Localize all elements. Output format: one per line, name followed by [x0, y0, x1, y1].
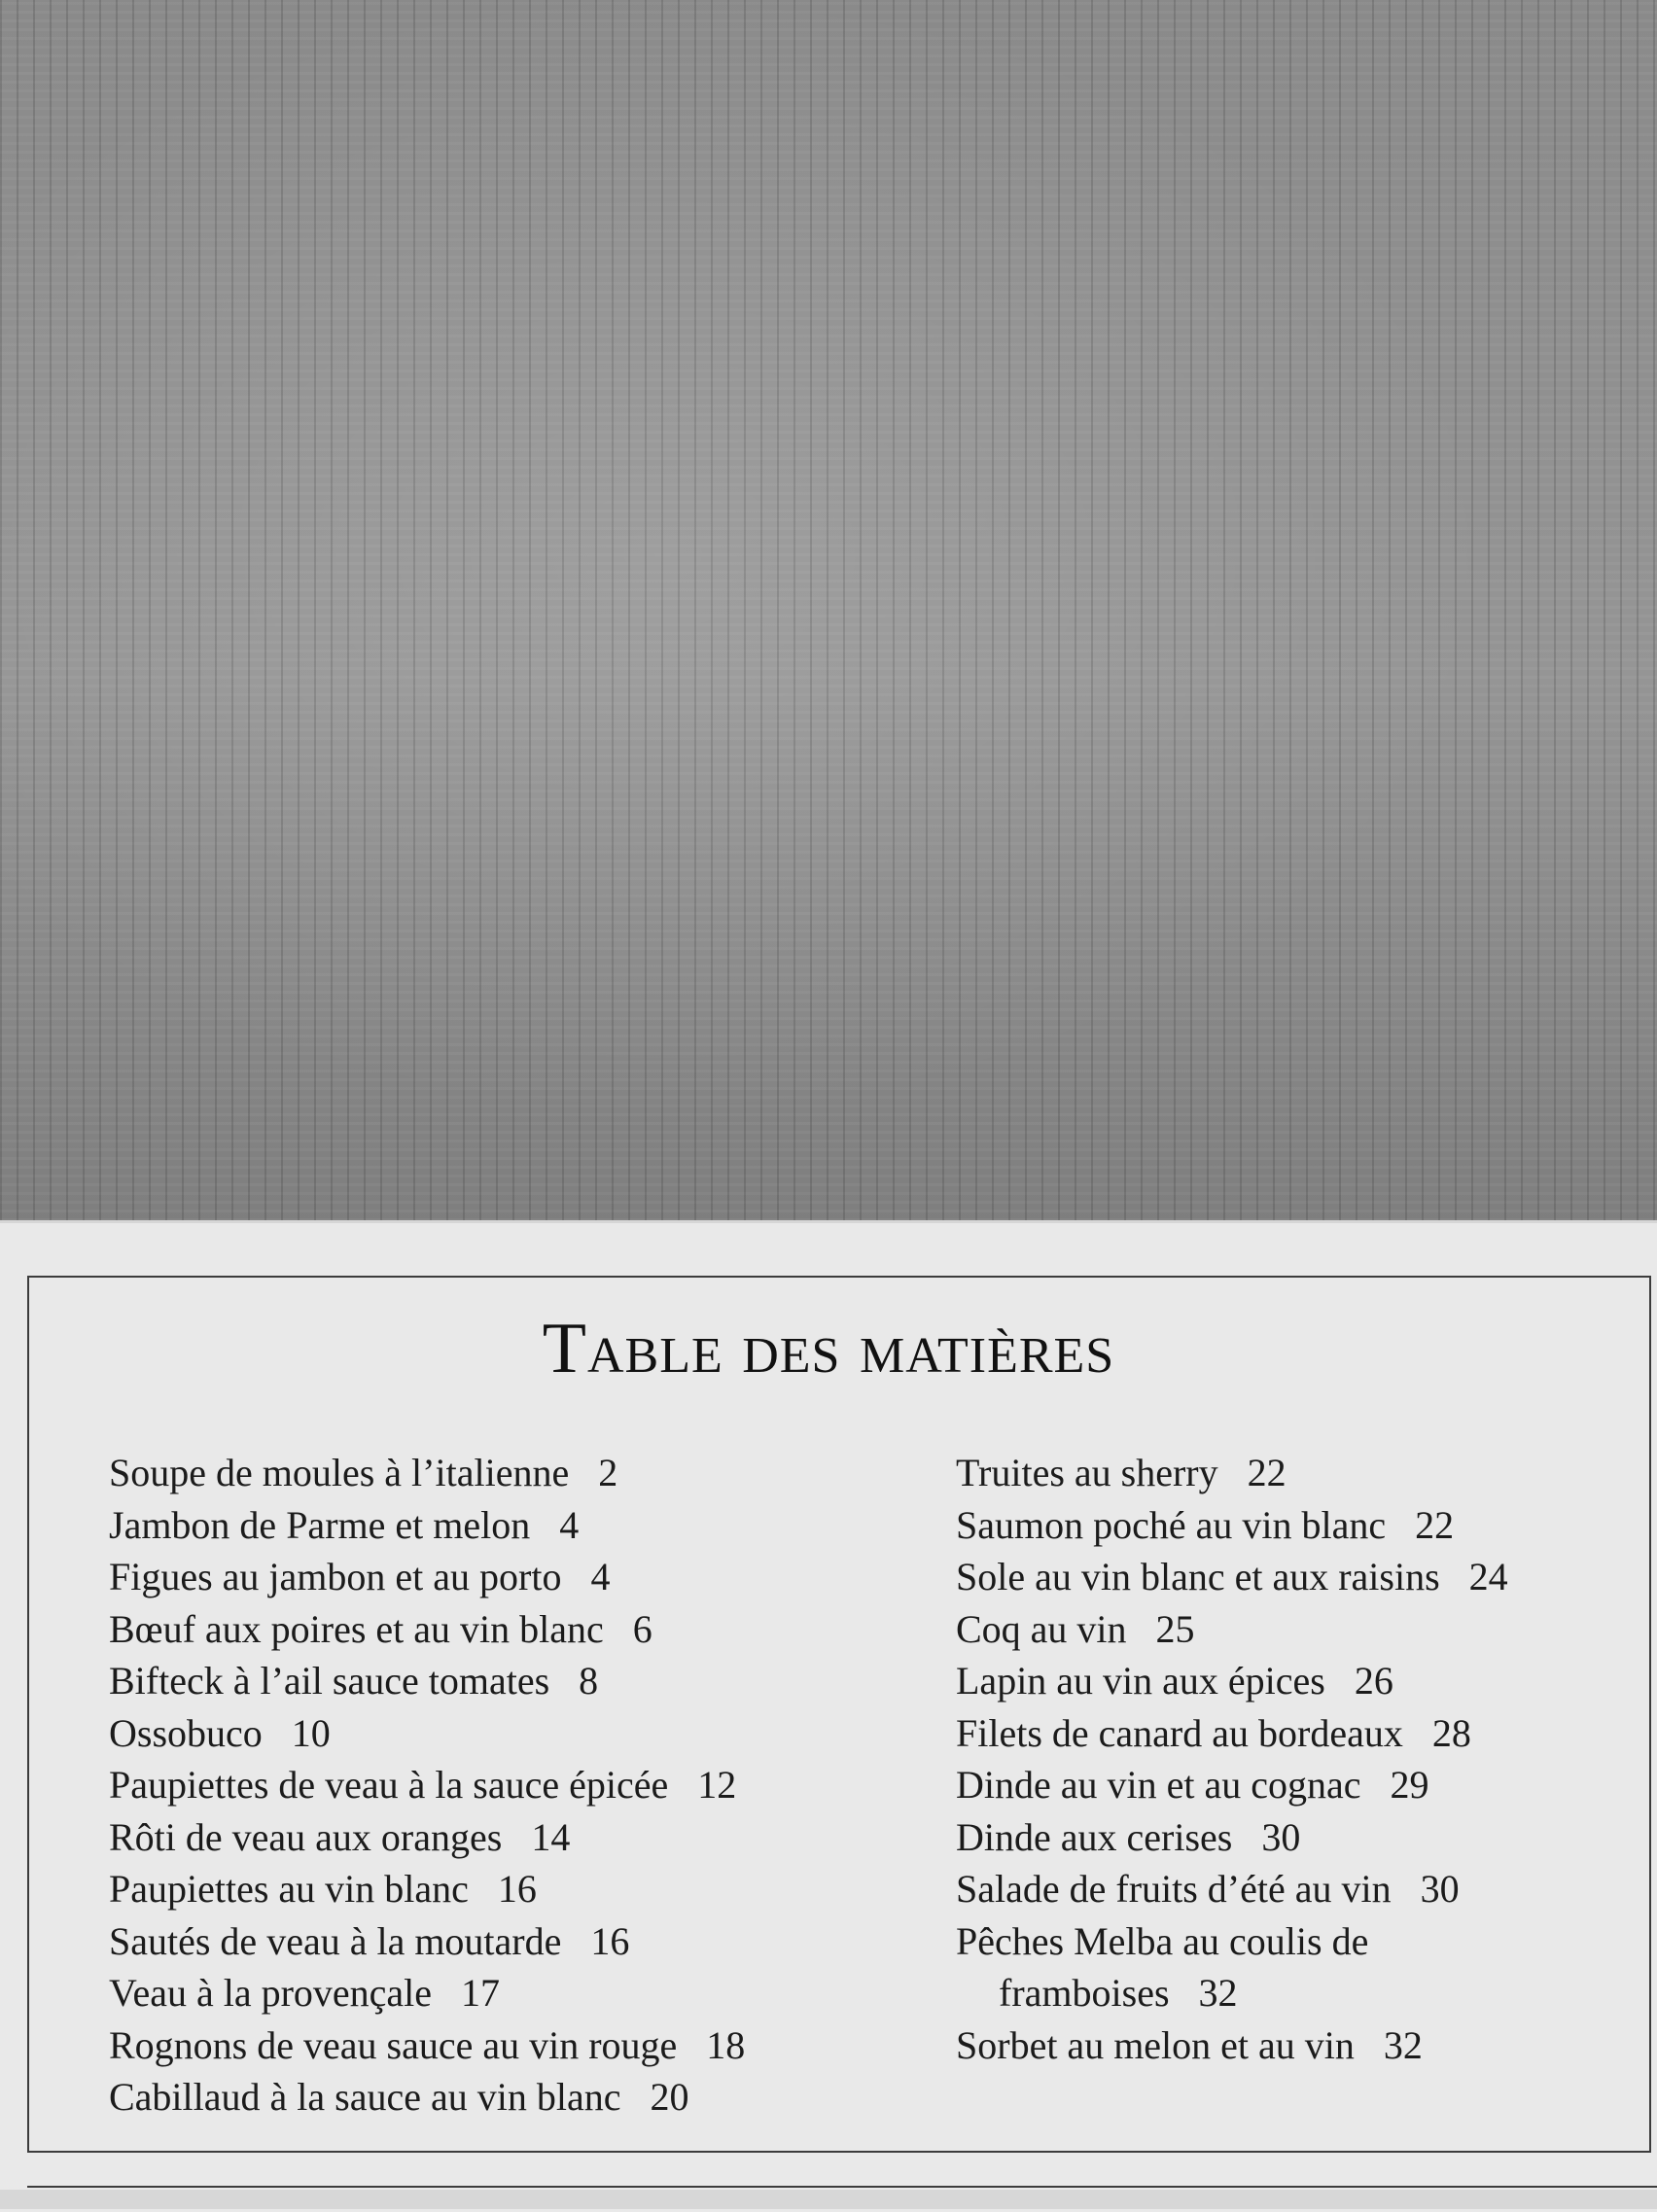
page-title: Table des matières [542, 1309, 1115, 1388]
toc-entry-label: Veau à la provençale [109, 1971, 433, 2015]
toc-entry-page: 12 [697, 1763, 737, 1807]
toc-entry-label: Truites au sherry [956, 1451, 1218, 1494]
toc-right-column [956, 1447, 1637, 2071]
toc-entry-label: Sorbet au melon et au vin [956, 2022, 1355, 2067]
toc-entry-label: Bœuf aux poires et au vin blanc [109, 1606, 604, 1651]
toc-entry-page: 32 [1383, 2022, 1423, 2067]
toc-entry-page: 16 [497, 1867, 537, 1911]
toc-entry-page: 22 [1415, 1502, 1455, 1547]
toc-entry-label: Salade de fruits d’été au vin [956, 1867, 1392, 1911]
toc-entry [956, 1915, 1637, 2019]
toc-entry-label: Figues au jambon et au porto [109, 1555, 562, 1598]
toc-entry [956, 1655, 1637, 1707]
page-bottom-strip [0, 2190, 1657, 2209]
toc-entry [109, 1499, 887, 1552]
toc-entry [956, 1759, 1637, 1811]
toc-entry [109, 1967, 887, 2019]
toc-entry-page: 29 [1390, 1763, 1429, 1807]
toc-entry [956, 1863, 1637, 1915]
toc-entry-page: 24 [1468, 1555, 1508, 1598]
toc-entry [109, 1915, 887, 1968]
toc-entry [956, 1551, 1637, 1603]
toc-entry-page: 10 [291, 1710, 331, 1755]
toc-entry [109, 1551, 887, 1603]
toc-entry [956, 1811, 1637, 1864]
toc-entry [109, 2071, 887, 2124]
toc-entry [109, 2019, 887, 2072]
toc-entry [109, 1707, 887, 1760]
toc-entry-label: Dinde aux cerises [956, 1814, 1233, 1859]
toc-entry [109, 1655, 887, 1707]
toc-entry-page: 18 [706, 2022, 746, 2067]
toc-entry-label: Bifteck à l’ail sauce tomates [109, 1659, 550, 1703]
toc-entry-page: 8 [579, 1659, 599, 1703]
toc-entry-page: 4 [590, 1555, 611, 1598]
toc-entry-page: 6 [632, 1606, 652, 1651]
toc-entry-label: Lapin au vin aux épices [956, 1659, 1325, 1703]
toc-entry-label: Sole au vin blanc et aux raisins [956, 1555, 1440, 1598]
toc-entry-label: Cabillaud à la sauce au vin blanc [109, 2075, 621, 2119]
toc-entry-label: Rognons de veau sauce au vin rouge [109, 2022, 678, 2067]
toc-entry [956, 1447, 1637, 1499]
toc-entry-page: 14 [531, 1814, 571, 1859]
toc-entry-continuation-text: framboises [999, 1971, 1170, 2015]
toc-entry-page: 28 [1431, 1710, 1471, 1755]
toc-entry-label: Saumon poché au vin blanc [956, 1502, 1387, 1547]
toc-entry-label: Pêches Melba au coulis de [956, 1918, 1369, 1963]
toc-entry-label: Paupiettes au vin blanc [109, 1867, 469, 1911]
toc-entry [109, 1603, 887, 1656]
toc-entry-page: 22 [1247, 1451, 1287, 1494]
toc-entry-page: 16 [590, 1918, 630, 1963]
toc-entry [956, 2019, 1637, 2072]
toc-entry-label: Dinde au vin et au cognac [956, 1763, 1361, 1807]
toc-entry-label: Soupe de moules à l’italienne [109, 1451, 570, 1494]
toc-entry-label: Ossobuco [109, 1710, 263, 1755]
toc-entry [956, 1499, 1637, 1552]
toc-entry-page: 4 [559, 1502, 580, 1547]
toc-entry-label: Sautés de veau à la moutarde [109, 1918, 562, 1963]
toc-entry-label: Paupiettes de veau à la sauce épicée [109, 1763, 669, 1807]
toc-entry-page: 30 [1420, 1867, 1460, 1911]
toc-entry [109, 1447, 887, 1499]
toc-entry-page: 32 [1198, 1971, 1238, 2015]
toc-entry-page: 20 [650, 2075, 689, 2119]
toc-entry [956, 1707, 1637, 1760]
toc-entry-label: Filets de canard au bordeaux [956, 1710, 1403, 1755]
toc-left-column [109, 1447, 887, 2124]
toc-entry [109, 1811, 887, 1864]
toc-entry-label: Jambon de Parme et melon [109, 1502, 531, 1547]
page-bottom-rule [27, 2186, 1657, 2188]
toc-entry-page: 2 [598, 1451, 618, 1494]
toc-entry [109, 1759, 887, 1811]
toc-entry [109, 1863, 887, 1915]
toc-entry-page: 17 [461, 1971, 501, 2015]
toc-entry-page: 30 [1261, 1814, 1301, 1859]
toc-entry-page: 25 [1155, 1606, 1195, 1651]
toc-entry-label: Coq au vin [956, 1606, 1127, 1651]
toc-entry-page: 26 [1354, 1659, 1393, 1703]
toc-entry-continuation [956, 1967, 1637, 2019]
toc-entry [956, 1603, 1637, 1656]
toc-entry-label: Rôti de veau aux oranges [109, 1814, 503, 1859]
